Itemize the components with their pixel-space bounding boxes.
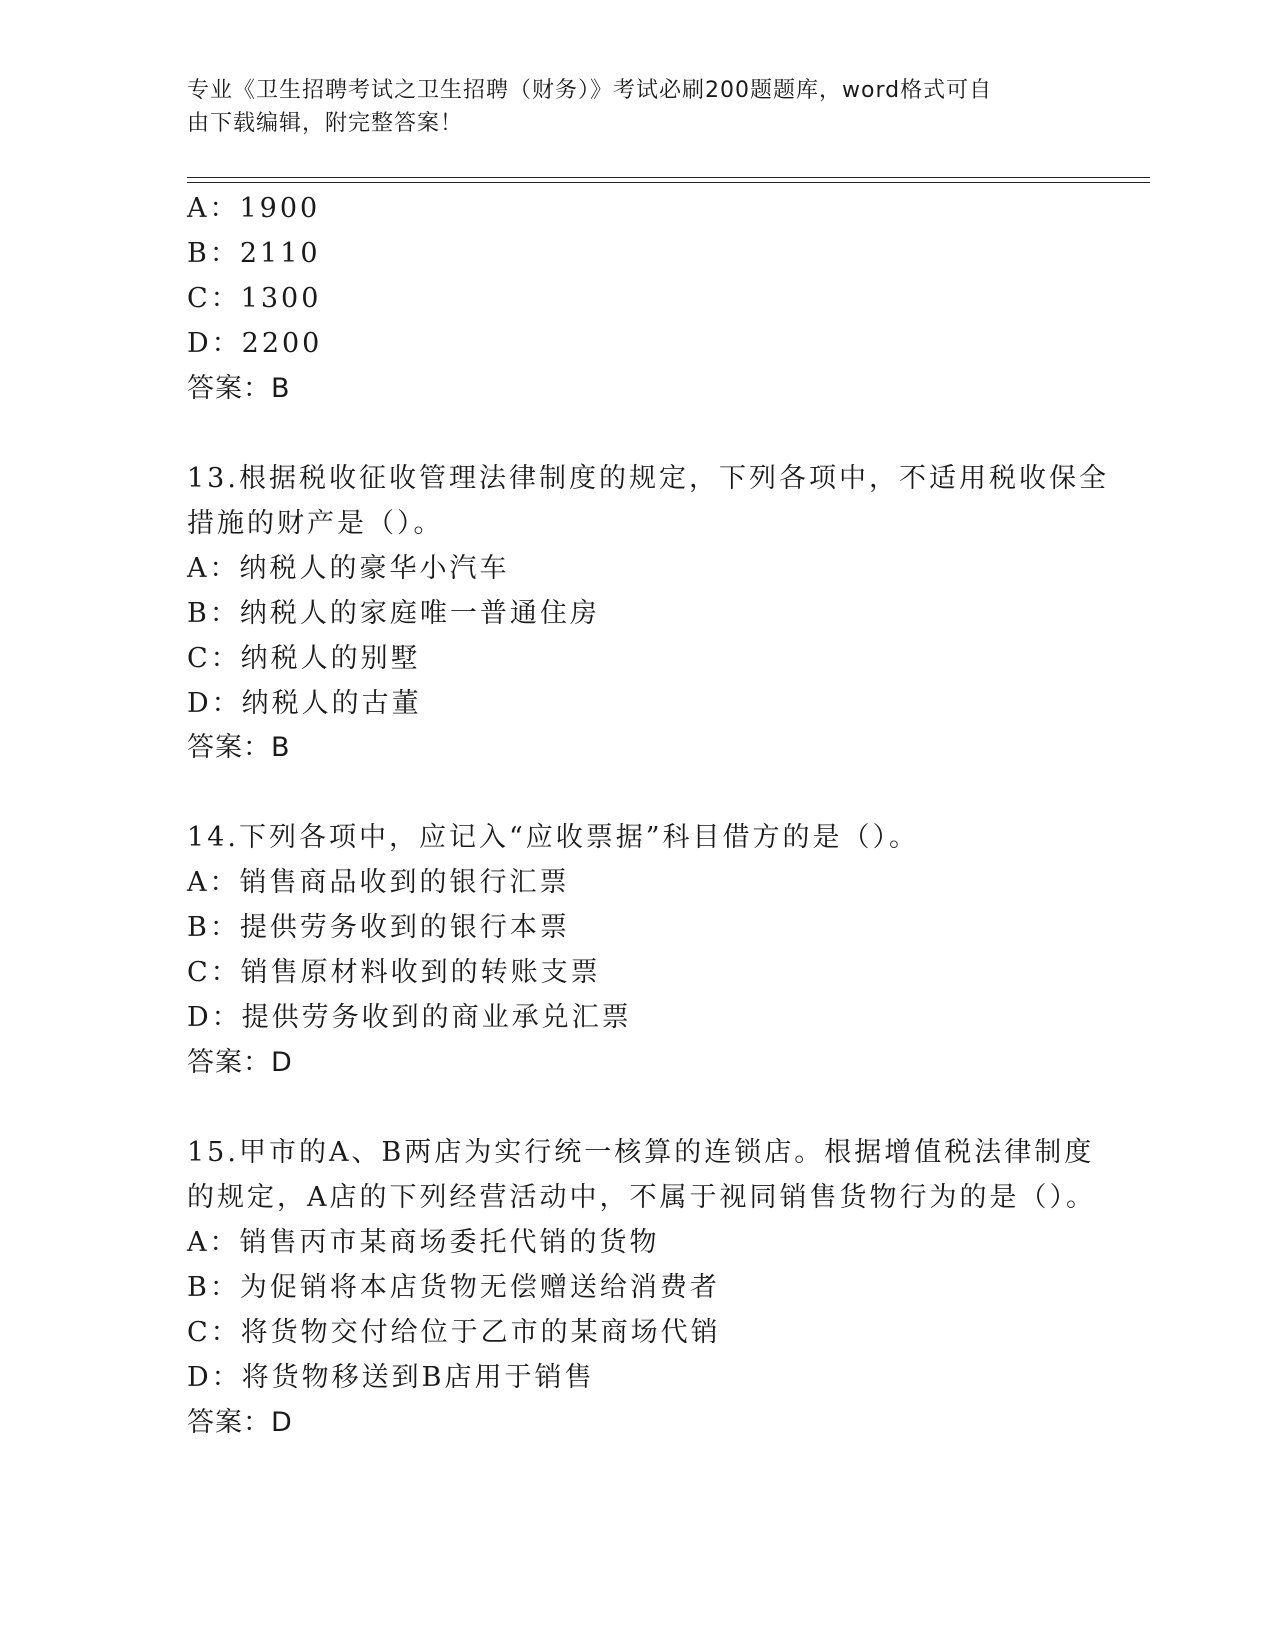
q15-option-a: A：销售丙市某商场委托代销的货物 bbox=[187, 1227, 660, 1258]
q13-option-d: D：纳税人的古董 bbox=[187, 688, 422, 719]
q13-option-c: C：纳税人的别墅 bbox=[187, 643, 421, 674]
header-line-2: 由下载编辑，附完整答案！ bbox=[187, 111, 464, 136]
q12-option-a: A：1900 bbox=[187, 193, 321, 224]
q12-option-c: C：1300 bbox=[187, 283, 322, 314]
header-divider-bottom bbox=[187, 182, 1150, 183]
q13-answer: 答案：B bbox=[187, 732, 291, 763]
q13-option-a: A：纳税人的豪华小汽车 bbox=[187, 553, 510, 584]
q12-option-b: B：2110 bbox=[187, 238, 321, 269]
q14-option-b: B：提供劳务收到的银行本票 bbox=[187, 912, 570, 943]
header-divider-top bbox=[187, 177, 1150, 178]
q15-option-b: B：为促销将本店货物无偿赠送给消费者 bbox=[187, 1272, 720, 1303]
q12-answer: 答案：B bbox=[187, 373, 291, 404]
q14-answer: 答案：D bbox=[187, 1047, 293, 1078]
q14-option-d: D：提供劳务收到的商业承兑汇票 bbox=[187, 1002, 632, 1033]
q15-stem-line-1: 15.甲市的A、B两店为实行统一核算的连锁店。根据增值税法律制度 bbox=[187, 1137, 1095, 1168]
q13-stem-line-2: 措施的财产是（）。 bbox=[187, 508, 444, 539]
q13-stem-line-1: 13.根据税收征收管理法律制度的规定，下列各项中，不适用税收保全 bbox=[187, 463, 1109, 494]
q15-option-d: D：将货物移送到B店用于销售 bbox=[187, 1362, 595, 1393]
q12-option-d: D：2200 bbox=[187, 328, 323, 359]
q13-option-b: B：纳税人的家庭唯一普通住房 bbox=[187, 598, 600, 629]
q14-option-a: A：销售商品收到的银行汇票 bbox=[187, 867, 570, 898]
q15-option-c: C：将货物交付给位于乙市的某商场代销 bbox=[187, 1317, 721, 1348]
q14-option-c: C：销售原材料收到的转账支票 bbox=[187, 957, 601, 988]
document-header bbox=[187, 74, 1087, 140]
q15-answer: 答案：D bbox=[187, 1407, 293, 1438]
q14-stem-line-1: 14.下列各项中，应记入“应收票据”科目借方的是（）。 bbox=[187, 822, 920, 853]
header-line-1: 专业《卫生招聘考试之卫生招聘（财务）》考试必刷200题题库，word格式可自 bbox=[187, 78, 993, 103]
q15-stem-line-2: 的规定，A店的下列经营活动中，不属于视同销售货物行为的是（）。 bbox=[187, 1182, 1096, 1213]
